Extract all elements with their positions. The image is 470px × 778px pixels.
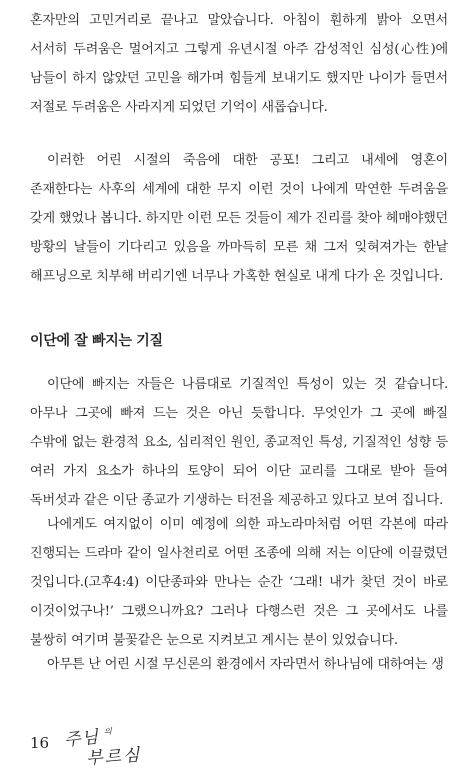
paragraph-5 (30, 650, 448, 679)
paragraph-1-text: 혼자만의 고민거리로 끝나고 말았습니다. 아침이 훤하게 밝아 오면서 서서히 두려움은 멀어지고 그렇게 유년시절 아주 감성적인 심성(心性)에 남들이 하지 않았던 고민을 해가며 힘들게 보내기도 했지만 나이가 들면서 저절로 두려움은 사라지게 되었던 기억이 새롭습니다. (30, 13, 448, 115)
paragraph-2 (30, 146, 448, 291)
paragraph-4-text: 나에게도 여지없이 이미 예정에 의한 파노라마처럼 어떤 각본에 따라 진행되는 드라마 같이 일사천리로 어떤 조종에 의해 저는 이단에 이끌렸던 것입니다.(고후4:4) 이단종파와 만나는 순간 ‘그래! 내가 찾던 것이 바로 이것이었구나!’ 그랬으니까요? 그러나 다행스런 것은 그 곳에서도 나를 불쌍히 여기며 불꽃같은 눈으로 지켜보고 계시는 분이 있었습니다. (30, 517, 448, 648)
paragraph-1 (30, 6, 448, 122)
logo-text-small: 의 (104, 727, 112, 736)
page-footer (30, 724, 230, 772)
paragraph-2-text: 이러한 어린 시절의 죽음에 대한 공포! 그리고 내세에 영혼이 존재한다는 사후의 세계에 대한 무지 이런 것이 나에게 막연한 두려움을 갖게 했었나 봅니다. 하지만 이런 모든 것들이 제가 진리를 찾아 헤매야했던 방황의 날들이 기다리고 있음을 까마득히 모른 채 그저 잊혀져가는 한낱 해프닝으로 치부해 버리기엔 너무나 가혹한 현실로 내게 다가 온 것입니다. (30, 153, 448, 284)
paragraph-5-text: 아무튼 난 어린 시절 무신론의 환경에서 자라면서 하나님에 대하여는 생 (47, 657, 444, 672)
paragraph-4 (30, 510, 448, 655)
page-number: 16 (30, 734, 50, 752)
section-heading: 이단에 잘 빠지는 기질 (30, 333, 163, 349)
logo-text-line2: 부르심 (85, 745, 143, 769)
paragraph-3 (30, 370, 448, 515)
logo-text-line1: 주님 (63, 727, 101, 751)
paragraph-3-text: 이단에 빠지는 자들은 나름대로 기질적인 특성이 있는 것 같습니다. 아무나 그곳에 빠져 드는 것은 아닌 듯합니다. 무엇인가 그 곳에 빠질 수밖에 없는 환경적 요소, 심리적인 원인, 종교적인 특성, 기질적인 성향 등 여러 가지 요소가 하나의 토양이 되어 이단 교리를 그대로 받아 들여 독버섯과 같은 이단 종교가 기생하는 터전을 제공하고 있다고 보여 집니다. (30, 377, 448, 508)
book-title-logo (64, 724, 184, 770)
